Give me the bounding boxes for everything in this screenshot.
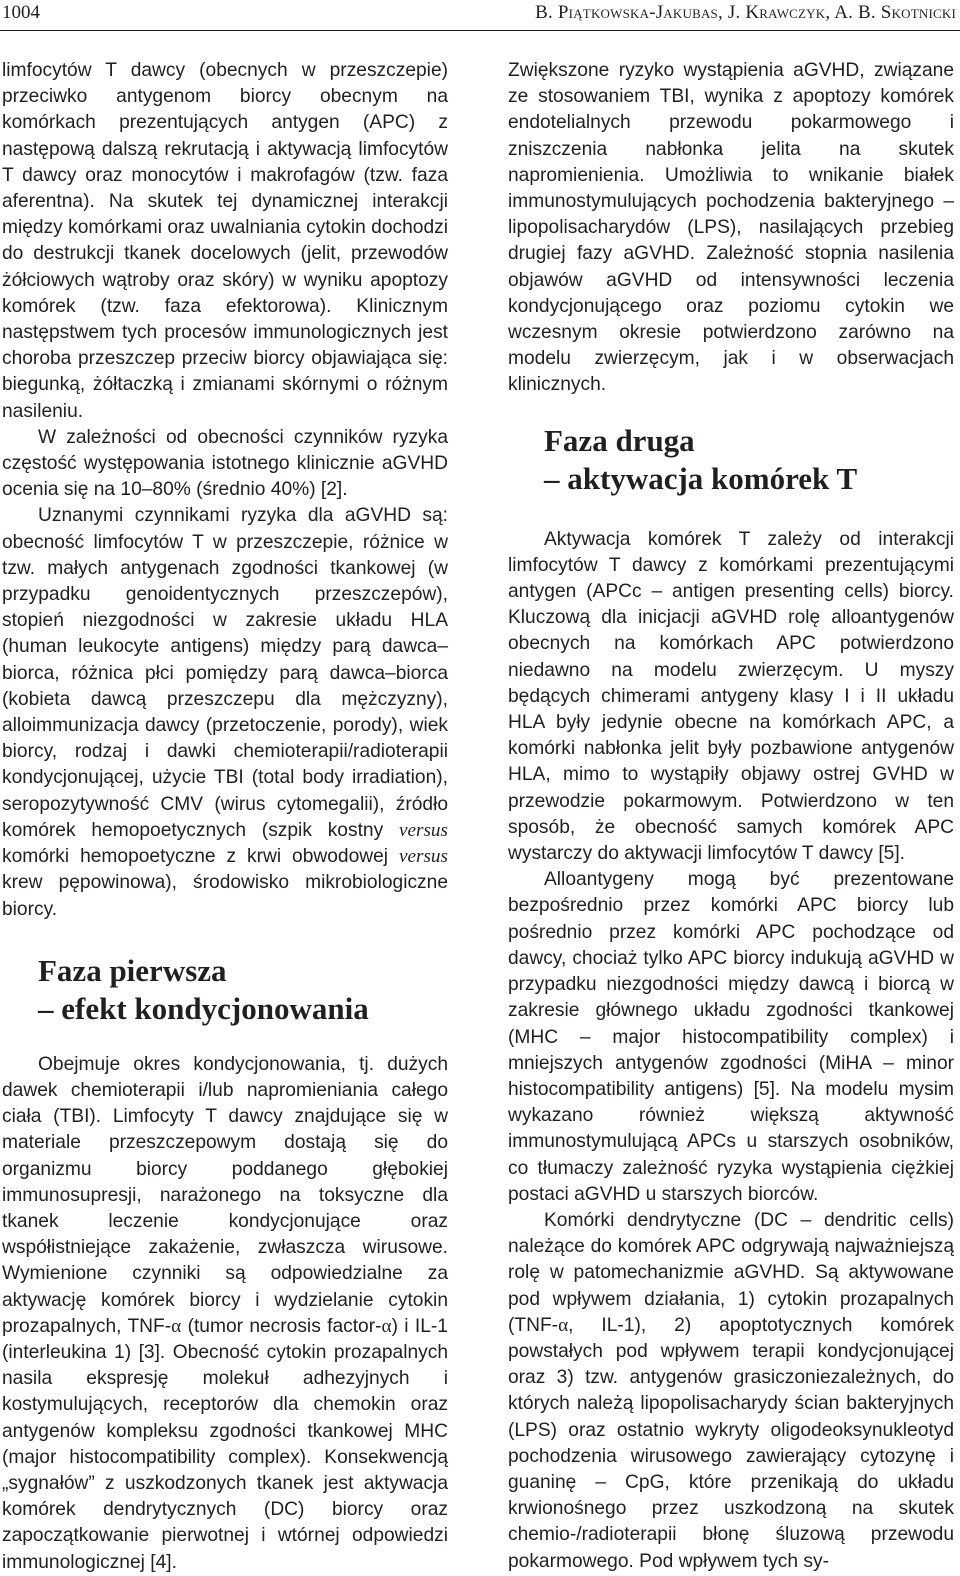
running-header-authors: B. Piątkowska-Jakubas, J. Krawczyk, A. B. Skotnicki bbox=[535, 2, 956, 23]
paragraph-risk-factors bbox=[2, 503, 448, 922]
heading-phase-two-line2: – aktywacja komórek T bbox=[544, 460, 858, 496]
paragraph-dendritic-cells bbox=[508, 1208, 954, 1575]
running-header bbox=[0, 0, 960, 31]
risk-factors-text-a: Uznanymi czynnikami ryzyka dla aGVHD są: obecność limfocytów T w przeszczepie, różnice w tzw. małych antygenach zgodności tkankowej (w przypadku genoidentycznych przeszczepów), stopień niezgodności w zakresie układu HLA (human leukocyte antigens) między parą dawca–biorca, różnica płci pomiędzy parą dawca–biorca (kobieta dawcą przeszczepu dla mężczyzny), alloimmunizacja dawcy (przetoczenie, porody), wiek biorcy, rodzaj i dawki chemioterapii/radioterapii kondycjonującej, użycie TBI (total body irradiation), seropozytywność CMV (wirus cytomegalii), źródło komórek hemopoetycznych (szpik kostny bbox=[2, 505, 448, 841]
paragraph-t-cell-activation: Aktywacja komórek T zależy od interakcji limfocytów T dawcy z komórkami prezentującymi antygen (APCc – antigen presenting cells) biorcy. Kluczową dla inicjacji aGVHD rolę alloantygenów obecnych na komórkach APC potwierdzono niedawno na modelu zwierzęcym. U myszy będących chimerami antygeny klasy I i II układu HLA były jedynie obecne na komórkach APC, a komórki nabłonka jelit były pozbawione antygenów HLA, mimo to wystąpiły objawy ostrej GVHD w przewodzie pokarmowym. Potwierdzono w ten sposób, że obecność samych komórek APC wystarczy do aktywacji limfocytów T dawcy [5]. bbox=[508, 528, 954, 865]
paragraph-continuation: limfocytów T dawcy (obecnych w przeszczepie) przeciwko antygenom biorcy obecnym na komórkach prezentujących antygen (APC) z następową dalszą rekrutacją i aktywacją limfocytów T dawcy oraz monocytów i makrofagów (tzw. faza aferentna). Na skutek tej dynamicznej interakcji między komórkami oraz uwalniania cytokin dochodzi do destrukcji tkanek docelowych (jelit, przewodów żółciowych wątroby oraz skóry) w wyniku apoptozy komórek (tzw. faza efektorowa). Klinicznym następstwem tych procesów immunologicznych jest choroba przeszczep przeciw biorcy objawiająca się: biegunką, żółtaczką i zmianami skórnymi o różnym nasileniu. bbox=[2, 60, 448, 422]
heading-phase-one-line1: Faza pierwsza bbox=[38, 952, 227, 988]
heading-phase-two-line1: Faza druga bbox=[544, 422, 695, 458]
paragraph-incidence: W zależności od obecności czynników ryzyka częstość występowania istotnego klinicznie aGVHD ocenia się na 10–80% (średnio 40%) [2]. bbox=[2, 426, 448, 501]
left-column bbox=[2, 58, 448, 1576]
alpha-symbol-2: α bbox=[381, 1315, 392, 1337]
section-heading-phase-one bbox=[2, 952, 448, 1028]
conditioning-text-c: ) i IL-1 (interleukina 1) [3]. Obecność cytokin prozapalnych nasila ekspresję molekuł adhezyjnych i kostymulujących, receptorów dla chemokin oraz antygenów kompleksu zgodności tkankowej MHC (major histocompatibility complex). Konsekwencją „sygnałów” z uszkodzonych tkanek jest aktywacja komórek dendrytycznych (DC) biorcy oraz zapoczątkowanie pierwotnej i wtórnej odpowiedzi immunologicznej [4]. bbox=[2, 1315, 448, 1573]
dendritic-text-a: Komórki dendrytyczne (DC – dendritic cells) należące do komórek APC odgrywają najważniejszą rolę w patomechanizmie aGVHD. Są aktywowane pod wpływem działania, 1) cytokin prozapalnych (TNF- bbox=[508, 1209, 954, 1336]
alpha-symbol-1: α bbox=[171, 1315, 182, 1337]
conditioning-text-b: (tumor necrosis factor- bbox=[181, 1315, 382, 1337]
page-number: 1004 bbox=[2, 2, 40, 23]
right-column bbox=[508, 58, 954, 1575]
paragraph-conditioning bbox=[2, 1052, 448, 1576]
dendritic-text-b: , IL-1), 2) apoptotycznych komórek powstałych pod wpływem terapii kondycjonującej oraz 3) tzw. antygenów grasiczoniezależnych, do których należą lipopolisacharydy ścian bakteryjnych (LPS) oraz ostatnio wykryty oligodeoksynukleotyd pochodzenia wirusowego zawierający cytozynę i guaninę – CpG, które przenikają do układu krwionośnego przez uszkodzoną na skutek chemio-/radioterapii błonę śluzową przewodu pokarmowego. Pod wpływem tych sy- bbox=[508, 1314, 954, 1572]
versus-italic-1: versus bbox=[398, 819, 448, 841]
heading-phase-one-line2: – efekt kondycjonowania bbox=[38, 990, 369, 1026]
paragraph-tbi-risk: Zwiększone ryzyko wystąpienia aGVHD, związane ze stosowaniem TBI, wynika z apoptozy komórek endotelialnych przewodu pokarmowego i zniszczenia nabłonka jelita na skutek napromienienia. Umożliwia to wnikanie białek immunostymulujących pochodzenia bakteryjnego – lipopolisacharydów (LPS), nasilających przebieg drugiej fazy aGVHD. Zależność stopnia nasilenia objawów aGVHD od intensywności leczenia kondycjonującego oraz poziomu cytokin we wczesnym okresie potwierdzono zarówno na modelu zwierzęcym, jak i w obserwacjach klinicznych. bbox=[508, 60, 954, 396]
versus-italic-2: versus bbox=[398, 846, 448, 868]
paragraph-alloantigens: Alloantygeny mogą być prezentowane bezpośrednio przez komórki APC biorcy lub pośrednio przez komórki APC pochodzące od dawcy, chociaż tylko APC biorcy indukują aGVHD w przypadku niezgodności między dawcą i biorcą w zakresie głównego układu zgodności tkankowej (MHC – major histocompatibility complex) i mniejszych antygenów zgodności (MiHA – minor histocompatibility antigens) [5]. Na modelu mysim wykazano również większą aktywność immunostymulującą APCs u starszych osobników, co tłumaczy zależność ryzyka wystąpienia ciężkiej postaci aGVHD u starszych biorców. bbox=[508, 869, 954, 1205]
conditioning-text-a: Obejmuje okres kondycjonowania, tj. dużych dawek chemioterapii i/lub napromieniania całego ciała (TBI). Limfocyty T dawcy znajdujące się w materiale przeszczepowym dostają się do organizmu biorcy poddanego głębokiej immunosupresji, narażonego na toksyczne dla tkanek leczenie kondycjonujące oraz współistniejące zakażenie, zwłaszcza wirusowe. Wymienione czynniki są odpowiedzialne za aktywację komórek biorcy i wydzielanie cytokin prozapalnych, TNF- bbox=[2, 1053, 448, 1337]
risk-factors-text-b: komórki hemopoetyczne z krwi obwodowej bbox=[2, 846, 389, 868]
risk-factors-text-c: krew pępowinowa), środowisko mikrobiologiczne biorcy. bbox=[2, 872, 448, 920]
alpha-symbol-3: α bbox=[558, 1314, 569, 1336]
section-heading-phase-two bbox=[508, 422, 954, 498]
